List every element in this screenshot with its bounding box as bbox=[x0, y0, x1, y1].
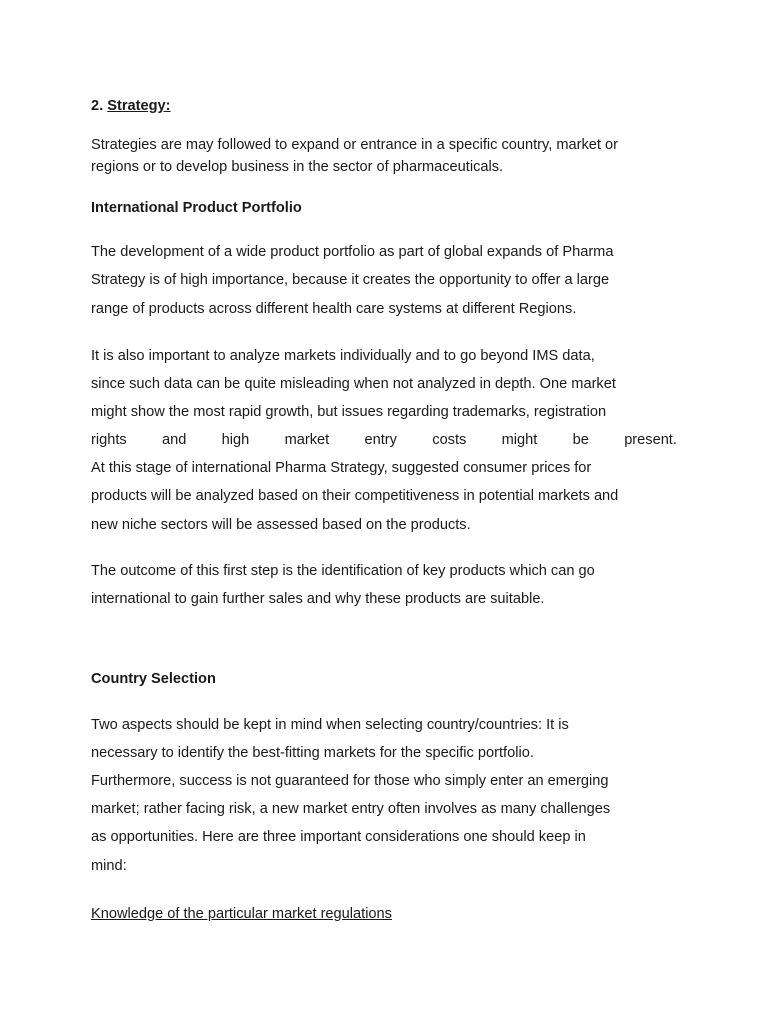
country-para-line-6: mind: bbox=[91, 858, 127, 874]
intro-line-2: regions or to develop business in the sector of pharmaceuticals. bbox=[91, 159, 504, 175]
word: high bbox=[221, 432, 250, 448]
portfolio-para2-line-4 bbox=[91, 430, 677, 450]
country-para-line-1: Two aspects should be kept in mind when selecting country/countries: It is bbox=[91, 717, 569, 733]
word: and bbox=[162, 432, 187, 448]
section-heading bbox=[91, 96, 677, 116]
country-para-line-5: as opportunities. Here are three important considerations one should keep in bbox=[91, 829, 586, 845]
portfolio-heading: International Product Portfolio bbox=[91, 200, 302, 216]
word: costs bbox=[432, 432, 467, 448]
market-regulations-subheading: Knowledge of the particular market regulations bbox=[91, 906, 392, 922]
portfolio-para1-line-3: range of products across different health care systems at different Regions. bbox=[91, 301, 577, 317]
word: market bbox=[284, 432, 330, 448]
section-title: Strategy: bbox=[107, 98, 171, 114]
section-number: 2. bbox=[91, 98, 104, 114]
portfolio-para1-line-1: The development of a wide product portfolio as part of global expands of Pharma bbox=[91, 244, 614, 260]
intro-line-1: Strategies are may followed to expand or entrance in a specific country, market or bbox=[91, 137, 618, 153]
portfolio-para1-line-2: Strategy is of high importance, because it creates the opportunity to offer a large bbox=[91, 272, 610, 288]
portfolio-para2-line-2: since such data can be quite misleading when not analyzed in depth. One market bbox=[91, 376, 616, 392]
portfolio-para2-line-3: might show the most rapid growth, but issues regarding trademarks, registration bbox=[91, 404, 607, 420]
country-para-line-2: necessary to identify the best-fitting markets for the specific portfolio. bbox=[91, 745, 534, 761]
portfolio-para3-line-1: The outcome of this first step is the identification of key products which can go bbox=[91, 563, 595, 579]
country-para-line-3: Furthermore, success is not guaranteed for those who simply enter an emerging bbox=[91, 773, 609, 789]
word: might bbox=[501, 432, 538, 448]
word: be bbox=[572, 432, 589, 448]
portfolio-para2-line-7: new niche sectors will be assessed based on the products. bbox=[91, 517, 471, 533]
portfolio-para3-line-2: international to gain further sales and why these products are suitable. bbox=[91, 591, 545, 607]
country-para-line-4: market; rather facing risk, a new market entry often involves as many challenges bbox=[91, 801, 611, 817]
word: entry bbox=[364, 432, 397, 448]
portfolio-para2-line-5: At this stage of international Pharma Strategy, suggested consumer prices for bbox=[91, 460, 592, 476]
word: rights bbox=[91, 432, 127, 448]
portfolio-para2-line-6: products will be analyzed based on their competitiveness in potential markets and bbox=[91, 488, 619, 504]
portfolio-para2-line-1: It is also important to analyze markets individually and to go beyond IMS data, bbox=[91, 348, 595, 364]
word: present. bbox=[624, 432, 677, 448]
country-heading: Country Selection bbox=[91, 671, 216, 687]
